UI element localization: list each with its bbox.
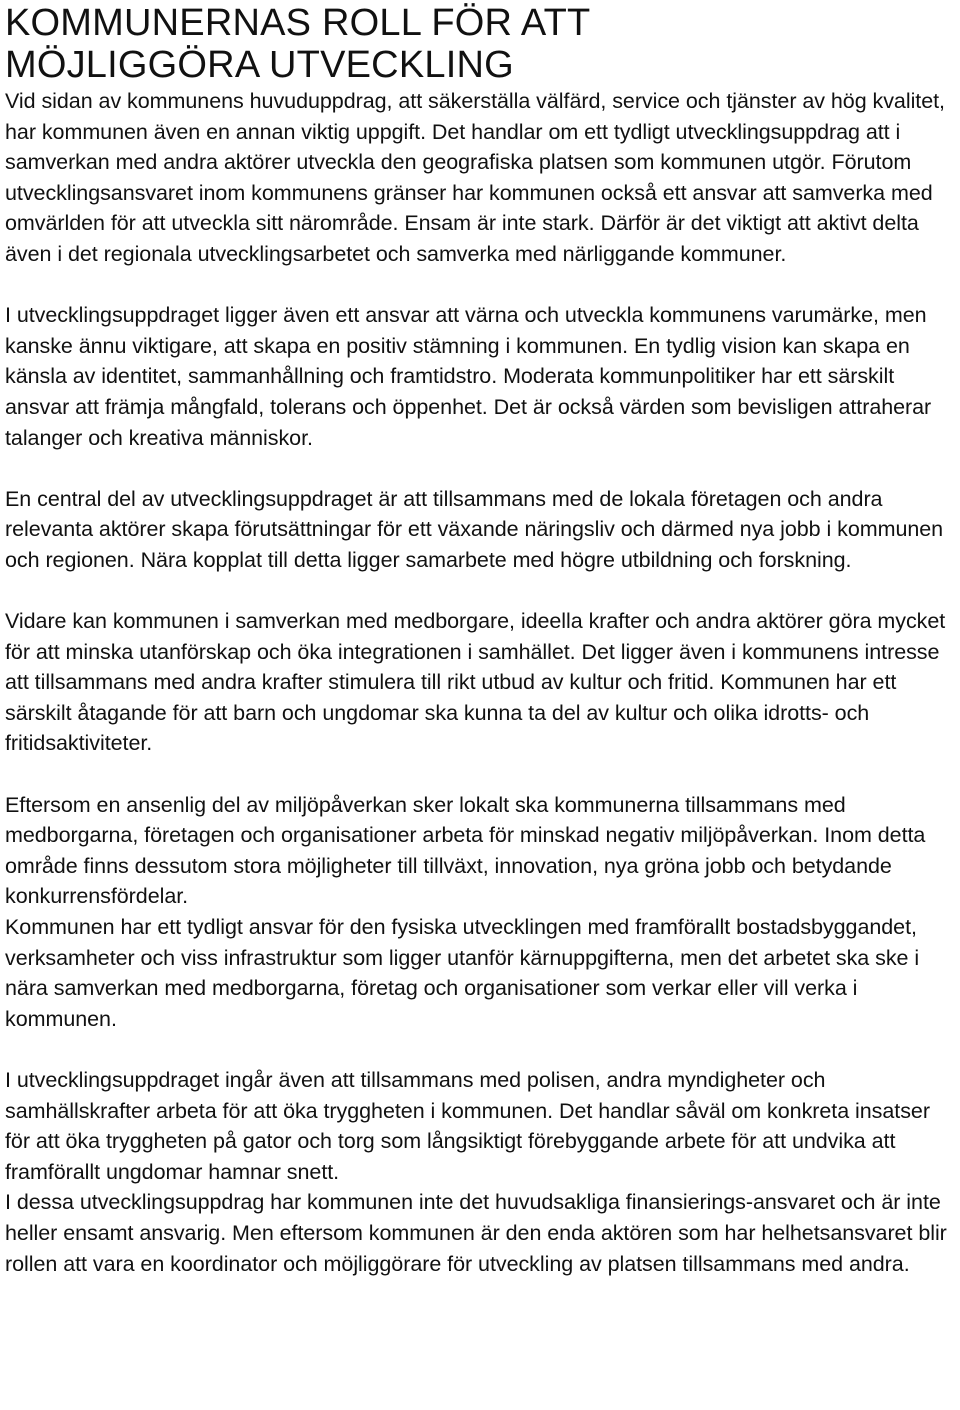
paragraph-physical-development: Kommunen har ett tydligt ansvar för den fysiska utvecklingen med framförallt bostadsbyggandet, verksamheter och viss infrastruktur som ligger utanför kärnuppgifterna, men det arbetet ska ske i nära samverkan med medborgarna, företag och organisationer som verkar eller vill verka i kommunen. xyxy=(5,915,920,1031)
paragraph-spacer xyxy=(5,759,955,790)
paragraph-integration: Vidare kan kommunen i samverkan med medborgare, ideella krafter och andra aktörer göra mycket för att minska utanförskap och öka integrationen i samhället. Det ligger även i kommunens intresse att tillsammans med andra krafter stimulera till rikt utbud av kultur och fritid. Kommunen har ett särskilt åtagande för att barn och ungdomar ska kunna ta del av kultur och olika idrotts- och fritidsaktiviteter. xyxy=(5,609,946,756)
paragraph-environment: Eftersom en ansenlig del av miljöpåverkan sker lokalt ska kommunerna tillsammans med medborgarna, företagen och organisationer arbeta för minskad negativ miljöpåverkan. Inom detta område finns dessutom stora möjligheter till tillväxt, innovation, nya gröna jobb och betydande konkurrensfördelar. xyxy=(5,792,926,909)
paragraph-business: En central del av utvecklingsuppdraget är att tillsammans med de lokala företagen och andra relevanta aktörer skapa förutsättningar för ett växande näringsliv och därmed nya jobb i kommunen och regionen. Nära kopplat till detta ligger samarbete med högre utbildning och forskning. xyxy=(5,486,944,572)
paragraph-spacer xyxy=(5,453,955,484)
paragraph-coordination: I dessa utvecklingsuppdrag har kommunen inte det huvudsakliga finansierings-ansvaret och är inte heller ensamt ansvarig. Men eftersom kommunen är den enda aktören som har helhetsansvaret blir rollen att vara en koordinator och möjliggörare för utveckling av platsen tillsammans med andra. xyxy=(5,1190,947,1276)
paragraph-spacer xyxy=(5,1034,955,1065)
page-title: KOMMUNERNAS ROLL FÖR ATT MÖJLIGGÖRA UTVECKLING xyxy=(5,2,590,86)
document-page xyxy=(5,0,955,1279)
paragraph-safety: I utvecklingsuppdraget ingår även att tillsammans med polisen, andra myndigheter och samhällskrafter arbeta för att öka tryggheten i kommunen. Det handlar såväl om konkreta insatser för att öka tryggheten på gator och torg som långsiktigt förebyggande arbete för att undvika att framförallt ungdomar hamnar snett. xyxy=(5,1068,930,1184)
paragraph-brand: I utvecklingsuppdraget ligger även ett ansvar att värna och utveckla kommunens varumärke, men kanske ännu viktigare, att skapa en positiv stämning i kommunen. En tydlig vision kan skapa en känsla av identitet, sammanhållning och framtidstro. Moderata kommunpolitiker har ett särskilt ansvar att främja mångfald, tolerans och öppenhet. Det är också värden som bevisligen attraherar talanger och kreativa människor. xyxy=(5,303,932,450)
paragraph-spacer xyxy=(5,270,955,301)
paragraph-spacer xyxy=(5,576,955,607)
paragraph-intro: Vid sidan av kommunens huvuduppdrag, att säkerställa välfärd, service och tjänster av hög kvalitet, har kommunen även en annan viktig uppgift. Det handlar om ett tydligt utvecklingsuppdrag att i samverkan med andra aktörer utveckla den geografiska platsen som kommunen utgör. Förutom utvecklingsansvaret inom kommunens gränser har kommunen också ett ansvar att samverka med omvärlden för att utveckla sitt närområde. Ensam är inte stark. Därför är det viktigt att aktivt delta även i det regionala utvecklingsarbetet och samverka med närliggande kommuner. xyxy=(5,89,945,266)
